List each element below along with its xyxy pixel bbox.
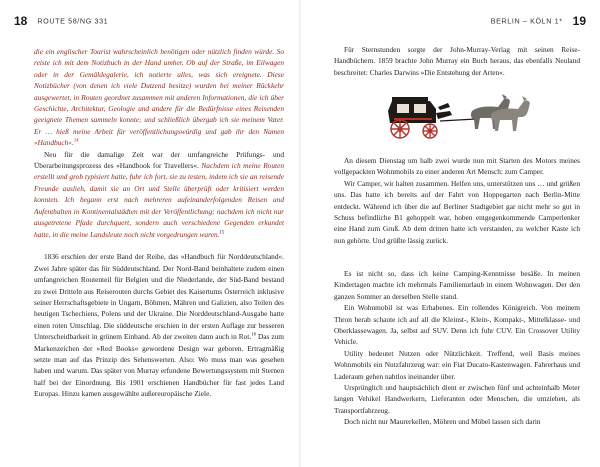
right-paragraph-3: Wir Camper, wir halten zusammen. Helfen uns, unterstützen uns … und grüßen uns. Das hatte ich bereits auf der Fahrt von Hoppegarten nach Berlin-Mitte entdeckt. Während ich über die auf Berliner Stadtgebiet gar nicht mehr so gut in Schuss befindliche B1 gehoppelt war, hoben entgegenkommende Camperlenker eine Hand zum Gruß. Ab dem dritten hatte ich verstanden, zu welcher Kaste ich nun gehörte. Und grüßte lässig zurück. [334, 178, 580, 245]
footnote-ref-15: 15 [219, 230, 225, 236]
footnote-ref-16: 16 [251, 332, 256, 338]
footnote-ref-14: 14 [73, 138, 79, 144]
right-paragraph-5: Ein Wohnmobil ist was Erhabenes. Ein rollendes Königreich. Von meinem Thron herab schaute ich auf all die Kleinst-, Klein-, Kompakt-, Mittelklasse- und Oberklassewagen. Ja, selbst auf SUV. Denn ich fuhr CUV. Ein Crossover Utility Vehicle. [334, 303, 580, 347]
carriage-drawbar [440, 119, 476, 121]
right-paragraph-7: Ursprünglich und hauptsächlich dient er zwischen fünf und achteinhalb Meter langen Vehikel Handwerkern, Lieferanten oder Menschen, die umziehen, als Transportfahrzeug. [334, 383, 580, 415]
paragraph-3 [34, 251, 284, 399]
running-title-right: BERLIN – KÖLN 1* [490, 16, 563, 26]
right-paragraph-1: Für Sternstunden sorgte der John-Murray-Verlag mit seinen Reise-Handbüchern. 1859 brachte John Murray ein Buch heraus, das ebenfalls Neuland beschreitet: Charles Darwins »Die Entstehung der Arten«. [334, 45, 580, 77]
right-paragraph-6: Utility bedeutet Nutzen oder Nützlichkeit. Treffend, weil Basis meines Wohnmobils ein Nutzfahrzeug war: ein Fiat Ducato-Kastenwagen. Fahrerhaus und Laderaum gehen nahtlos ineinander über. [334, 348, 580, 381]
page-number-right: 19 [572, 13, 586, 28]
right-paragraph-2: An diesem Dienstag um halb zwei wurde nun mit Starten des Motors meines vollgepackten Wohnmobils zu einer anderen Art Mensch: zum Camper. [334, 156, 580, 177]
horses [471, 94, 530, 131]
block-quote-2: Nachdem ich meine Routen erstellt und grob typisiert hatte, fuhr ich fort, sie zu testen, indem ich sie an reisende Freunde auslieh, damit sie an Ort und Stelle überprüft oder kritisiert werden konnten. Ich begann erst nach mehreren aufeinanderfolgenden Reisen und Aufenthalten in Kontinentalstädten mit der Veröffentlichung; nachdem ich nicht nur ausgetretene Pfade durchquert, sondern auch verschiedene Gegenden erkundet hatte, in die meine Landsleute noch nicht vorgedrungen waren. [34, 161, 285, 239]
left-body-text [34, 46, 284, 400]
paragraph-3-text: 1836 erschien der erste Band der Reihe, das »Handbuch für Norddeutschland«. Zwei Jahre später das für Süddeutschland. Der Nord-Band beinhaltete zudem einen umfangreichen Routenteil für Belgien und die Niederlande, der Süd-Band bestand zu zwei Dritteln aus Reiserouten durchs Gebiet des Kaisertums Österreich inklusive seiner Herrschaftsgebiete in Ungarn, Böhmen, Mähren und Galizien, also Teilen des heutigen Tschechiens, Polens und der Ukraine. Die Norddeutschland-Ausgabe hatte einen roten Umschlag. Die süddeutsche erschien in der ersten Auflage zur besseren Unterscheidbarkeit in grünem Einband. Ab der zweiten dann auch in Rot. [34, 252, 284, 342]
left-running-head [14, 12, 108, 30]
running-title-left: ROUTE 58/NG 331 [37, 16, 109, 26]
right-page [300, 0, 600, 467]
right-paragraph-4: Es ist nicht so, dass ich keine Camping-Kenntnisse besäße. In meinen Kindertagen machte ich mehrmals Familienurlaub in einem Wohnwagen. Der den ganzen Sommer an derselben Stelle stand. [334, 269, 580, 301]
right-body-middle [334, 155, 580, 246]
right-paragraph-8: Doch nicht nur Maurerkellen, Möhren und Möbel lassen sich darin [344, 417, 541, 427]
right-running-head [491, 12, 586, 30]
carriage-body [388, 97, 452, 123]
paragraph-2 [34, 149, 284, 240]
paragraph-3-continued: Das zum Markenzeichen der »Red Books« gewordene Design war geboren. Ertragmäßig setzte man auf das Prinzip des Sehenswerten. Also: Wo muss man was gesehen haben und warum. Das später von Murray erfundene Bewertungssystem mit Sternen half bei der Einordnung. Bis 1901 erschienen Handbücher für fast jedes Land Europas. Hinzu kamen ausgewählte außereuropäische Ziele. [34, 332, 284, 399]
horse-drawn-carriage-icon [380, 89, 540, 141]
page-number-left: 18 [14, 13, 28, 28]
quote-1-text: die ein englischer Tourist wahrscheinlich benötigen oder nützlich finden würde. So reiste ich mit dem Notizbuch in der Hand umher. Ob auf der Straße, im Eilwagen oder in der Gemäldegalerie, ich notierte alles, was sich ereignete. Diese Notizbücher (von denen ich viele Dutzend besitze) wurden bei meiner Rückkehr ausgewertet, in Routen geordnet zusammen mit anderen Informationen, die ich über Geschichte, Architektur, Geologie und andere für die Bedürfnisse eines Reisenden geeignete Themen sammeln konnte; und schließlich übergab ich sie meinem Vater. Er … hieß meine Arbeit für veröffentlichungswürdig und gab ihr den Namen »Handbuch«. [34, 47, 284, 148]
right-body-top [334, 44, 580, 78]
block-quote-1 [34, 46, 284, 149]
right-body-bottom [334, 268, 580, 428]
paragraph-2-intro: Neu für die damalige Zeit war der umfangreiche Prüfungs- und Überarbeitungsprozess des »Handbook for Travellers«. [34, 149, 284, 171]
